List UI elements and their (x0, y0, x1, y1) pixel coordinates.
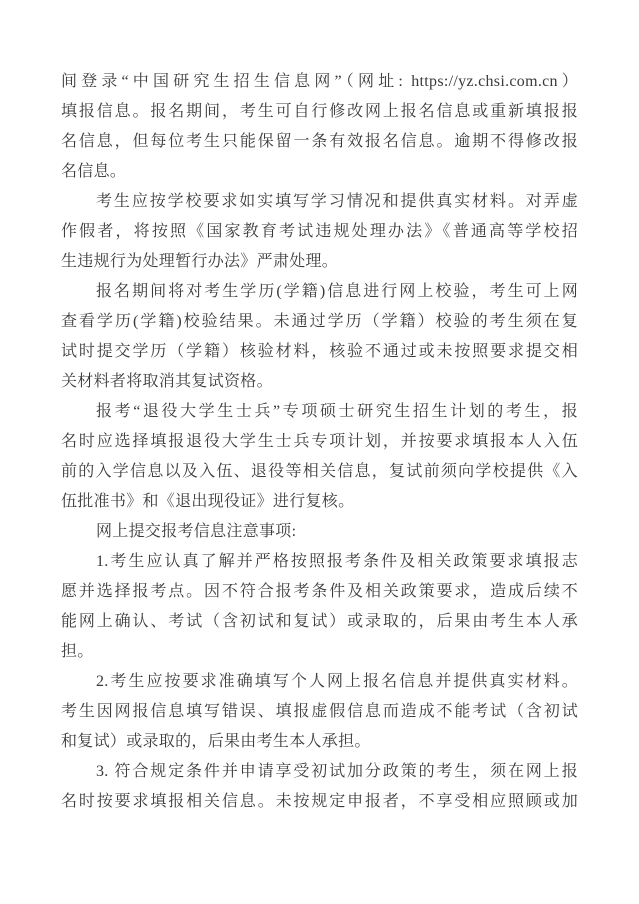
text-line: 生违规行为处理暂行办法》严肃处理。 (61, 253, 339, 270)
text-line: 间登录“中国研究生招生信息网”（网址: https://yz.chsi.com.cn） (61, 73, 578, 90)
text-line: 名信息，但每位考生只能保留一条有效报名信息。逾期不得修改报 (61, 133, 578, 150)
text-line: 关材料者将取消其复试资格。 (61, 373, 273, 390)
text-line: 名时应选择填报退役大学生士兵专项计划，并按要求填报本人入伍 (61, 433, 578, 450)
text-line: 填报信息。报名期间，考生可自行修改网上报名信息或重新填报报 (61, 103, 578, 120)
text-line: 试时提交学历（学籍）核验材料，核验不通过或未按照要求提交相 (61, 343, 578, 360)
text-line: 考生应按学校要求如实填写学习情况和提供真实材料。对弄虚 (96, 193, 578, 210)
text-line: 3. 符合规定条件并申请享受初试加分政策的考生，须在网上报 (96, 763, 578, 780)
text-line: 网上提交报考信息注意事项: (96, 523, 297, 540)
text-line: 查看学历(学籍)校验结果。未通过学历（学籍）校验的考生须在复 (61, 313, 578, 330)
text-line: 报名期间将对考生学历(学籍)信息进行网上校验，考生可上网 (96, 283, 578, 300)
text-line: 2.考生应按要求准确填写个人网上报名信息并提供真实材料。 (96, 673, 578, 690)
text-line: 前的入学信息以及入伍、退役等相关信息，复试前须向学校提供《入 (61, 463, 578, 480)
text-line: 1.考生应认真了解并严格按照报考条件及相关政策要求填报志 (96, 553, 578, 570)
text-line: 和复试）或录取的，后果由考生本人承担。 (61, 733, 371, 750)
text-line: 报考“退役大学生士兵”专项硕士研究生招生计划的考生，报 (96, 403, 578, 420)
text-line: 担。 (61, 643, 94, 660)
text-line: 考生因网报信息填写错误、填报虚假信息而造成不能考试（含初试 (61, 703, 578, 720)
text-line: 名时按要求填报相关信息。未按规定申报者，不享受相应照顾或加 (61, 793, 578, 810)
text-line: 能网上确认、考试（含初试和复试）或录取的，后果由考生本人承 (61, 613, 578, 630)
text-line: 名信息。 (61, 163, 127, 180)
text-line: 伍批准书》和《退出现役证》进行复核。 (61, 493, 355, 510)
document-text (61, 67, 578, 817)
text-line: 愿并选择报考点。因不符合报考条件及相关政策要求，造成后续不 (61, 583, 578, 600)
text-line: 作假者，将按照《国家教育考试违规处理办法》《普通高等学校招 (61, 223, 578, 240)
